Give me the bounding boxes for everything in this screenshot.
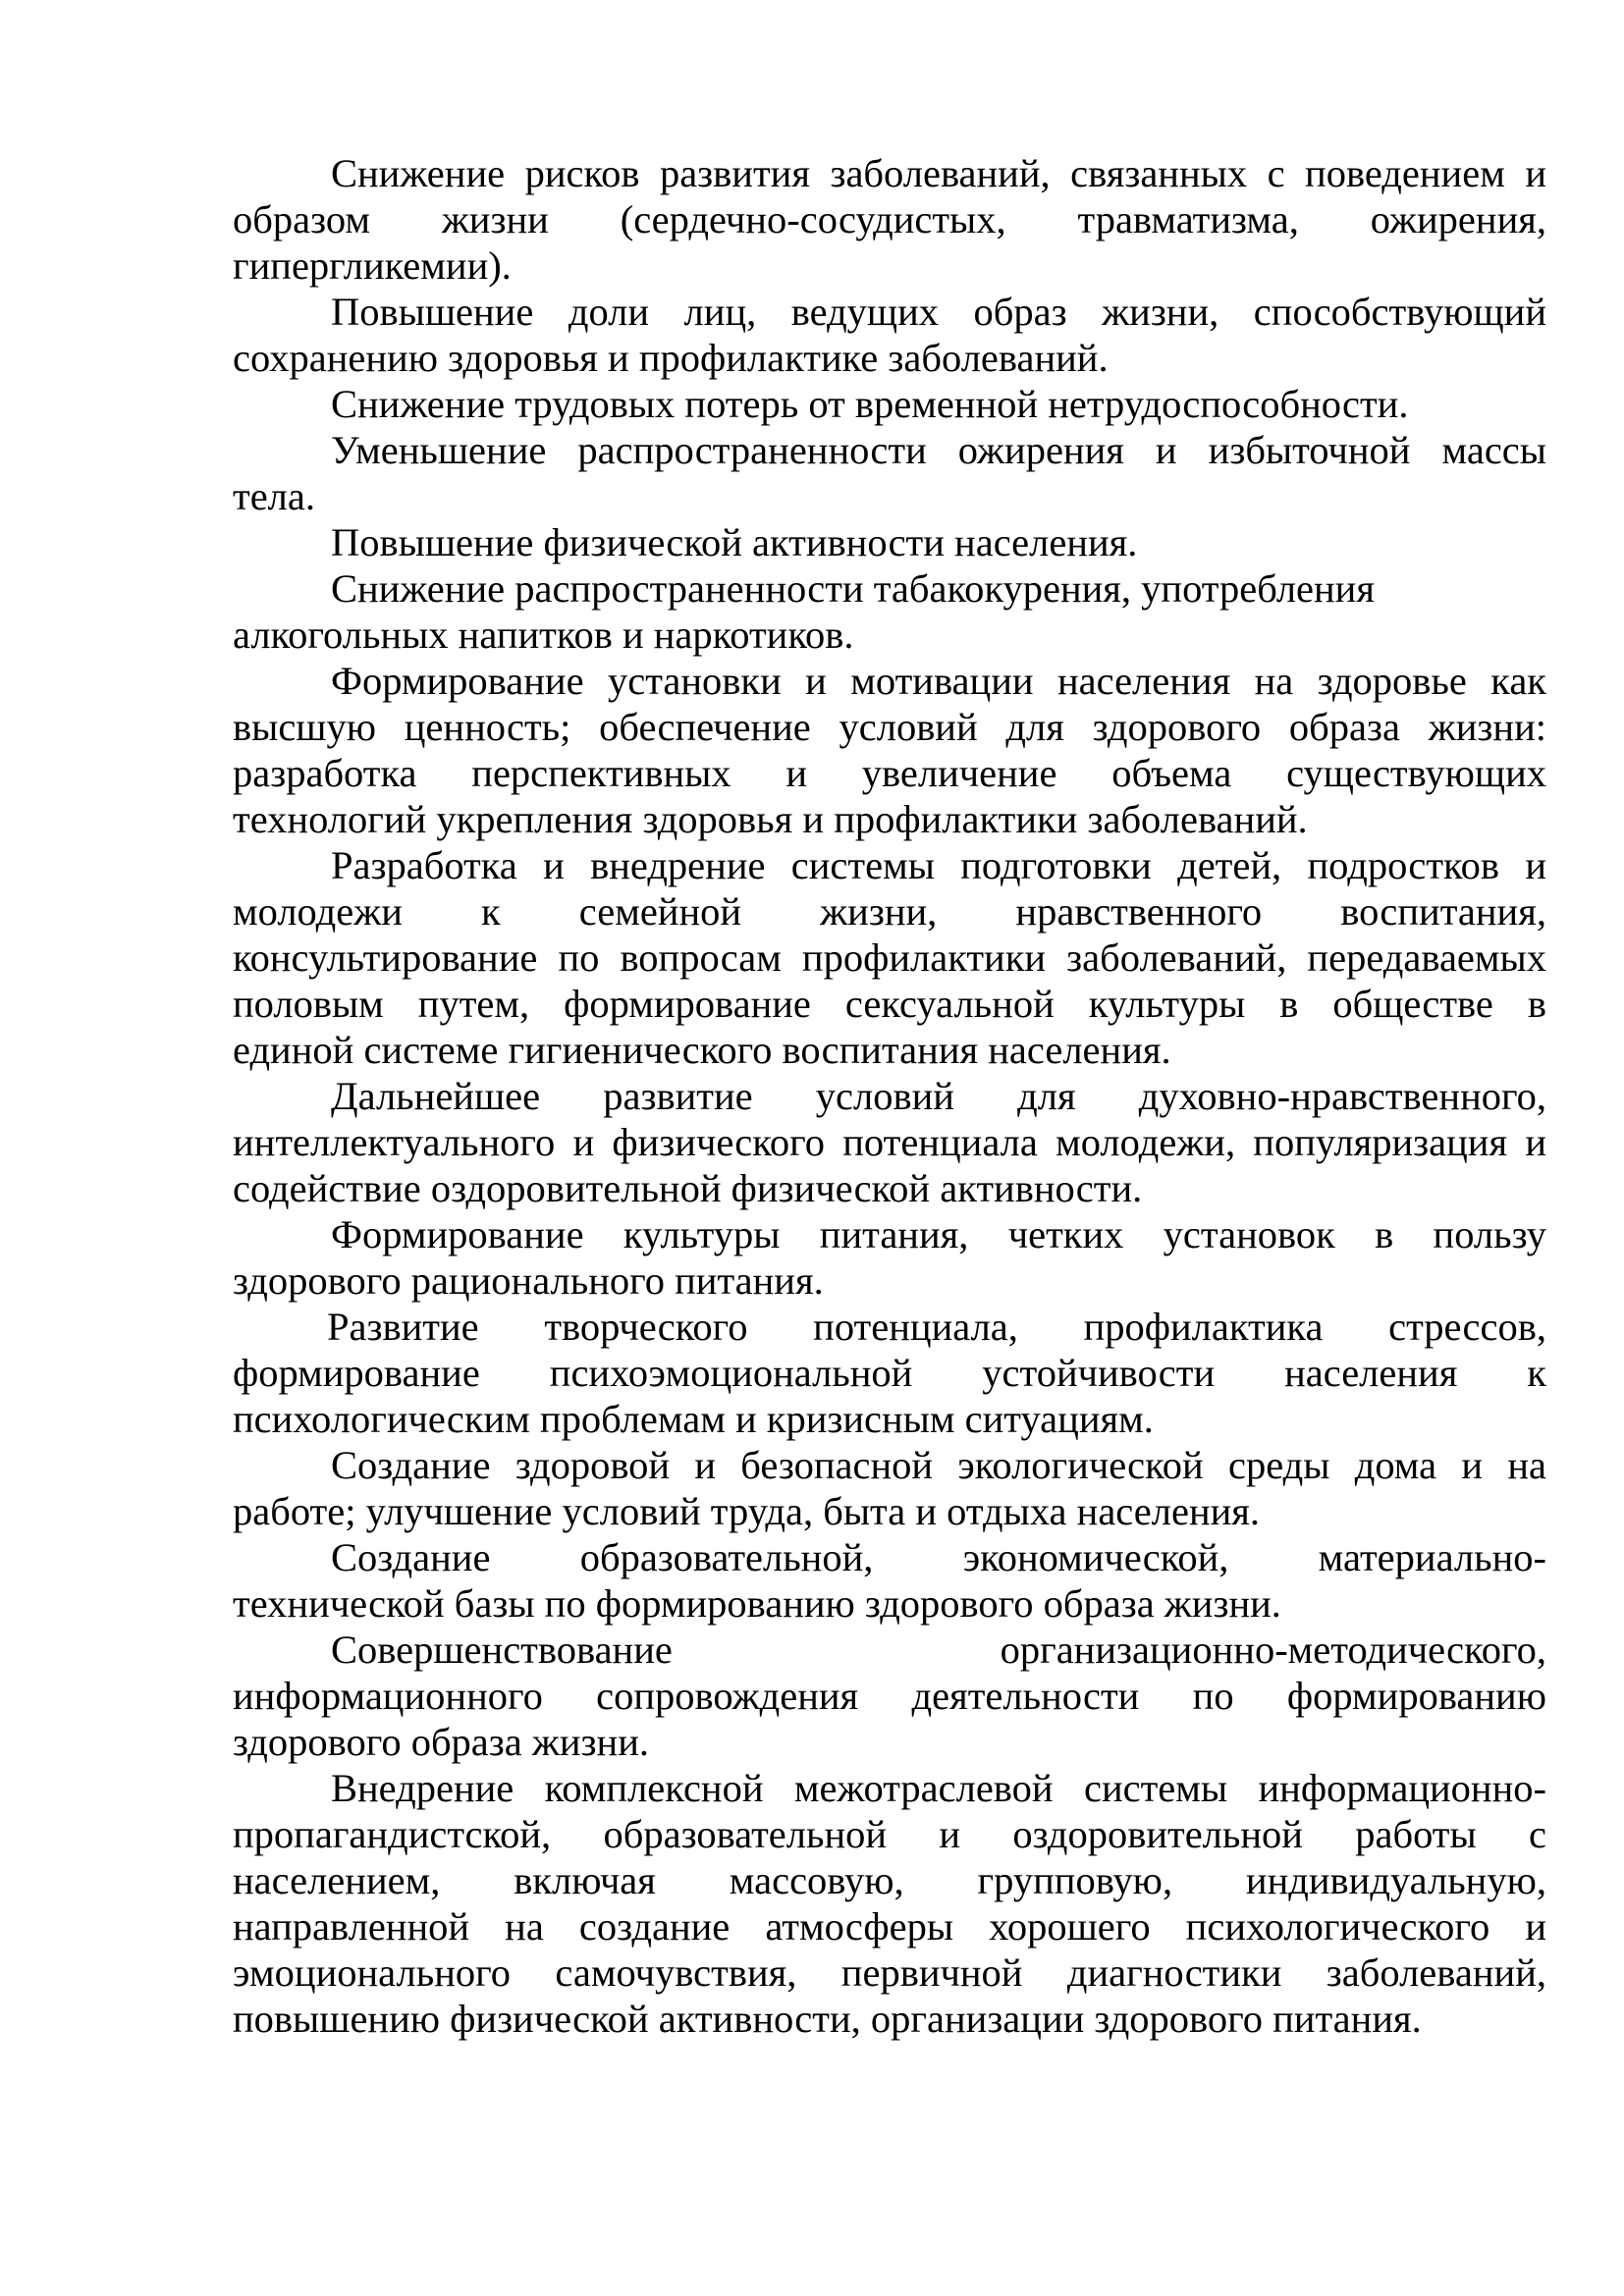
paragraph-line: Формирование установки и мотивации населения на здоровье как (331, 659, 1546, 703)
document-body (233, 150, 1546, 2042)
paragraph-line: здорового образа жизни. (233, 1720, 650, 1764)
paragraph-line: Повышение физической активности населения. (331, 520, 1138, 564)
paragraph (233, 565, 1546, 658)
paragraph-line: единой системе гигиенического воспитания населения. (233, 1028, 1171, 1072)
paragraph-line: Снижение трудовых потерь от временной нетрудоспособности. (331, 382, 1409, 426)
paragraph-line: Создание здоровой и безопасной экологической среды дома и на (331, 1443, 1546, 1487)
paragraph (233, 381, 1546, 427)
paragraph-line: Повышение доли лиц, ведущих образ жизни, способствующий (331, 290, 1546, 334)
paragraph-line: сохранению здоровья и профилактике заболеваний. (233, 336, 1109, 380)
paragraph-line: Уменьшение распространенности ожирения и избыточной массы (331, 428, 1546, 472)
paragraph-line: Снижение рисков развития заболеваний, связанных с поведением и (331, 151, 1546, 195)
paragraph (233, 150, 1546, 289)
paragraph-line: психологическим проблемам и кризисным ситуациям. (233, 1397, 1154, 1441)
paragraph (233, 1534, 1546, 1627)
paragraph-line: разработка перспективных и увеличение объема существующих (233, 751, 1546, 795)
paragraph-line: технологий укрепления здоровья и профилактики заболеваний. (233, 797, 1308, 841)
paragraph-line: технической базы по формированию здорового образа жизни. (233, 1581, 1281, 1626)
paragraph (233, 1211, 1546, 1304)
paragraph-line: Снижение распространенности табакокурения, употребления (331, 566, 1375, 611)
paragraph-line: образом жизни (сердечно-сосудистых, травматизма, ожирения, (233, 197, 1546, 241)
paragraph (233, 289, 1546, 381)
paragraph-line: консультирование по вопросам профилактики заболеваний, передаваемых (233, 935, 1546, 980)
paragraph-line: половым путем, формирование сексуальной культуры в обществе в (233, 982, 1546, 1026)
paragraph-line: населением, включая массовую, групповую, индивидуальную, (233, 1858, 1546, 1902)
paragraph-line: формирование психоэмоциональной устойчивости населения к (233, 1351, 1546, 1395)
paragraph-line: Разработка и внедрение системы подготовки детей, подростков и (331, 843, 1546, 887)
paragraph (233, 427, 1546, 519)
paragraph-line: высшую ценность; обеспечение условий для здорового образа жизни: (233, 705, 1546, 749)
paragraph (233, 658, 1546, 842)
paragraph-line: пропагандистской, образовательной и оздоровительной работы с (233, 1812, 1546, 1856)
paragraph (233, 1073, 1546, 1211)
paragraph-line: Дальнейшее развитие условий для духовно-нравственного, (331, 1074, 1546, 1118)
paragraph-line: информационного сопровождения деятельности по формированию (233, 1674, 1546, 1718)
paragraph-line: молодежи к семейной жизни, нравственного воспитания, (233, 889, 1546, 934)
paragraph-line: Развитие творческого потенциала, профилактика стрессов, (327, 1305, 1546, 1349)
paragraph-line: тела. (233, 474, 315, 518)
paragraph-line: направленной на создание атмосферы хорошего психологического и (233, 1904, 1546, 1949)
paragraph-line: Формирование культуры питания, четких установок в пользу (331, 1212, 1546, 1256)
paragraph-line: работе; улучшение условий труда, быта и отдыха населения. (233, 1489, 1261, 1533)
paragraph-line: здорового рационального питания. (233, 1258, 824, 1303)
paragraph (233, 1442, 1546, 1534)
paragraph-line: содействие оздоровительной физической активности. (233, 1166, 1143, 1210)
paragraph-line: Внедрение комплексной межотраслевой системы информационно- (331, 1766, 1546, 1810)
paragraph-line: алкогольных напитков и наркотиков. (233, 613, 854, 657)
paragraph-line: гипергликемии). (233, 243, 512, 288)
paragraph (233, 519, 1546, 565)
paragraph (233, 842, 1546, 1073)
paragraph (233, 1304, 1546, 1442)
paragraph (233, 1627, 1546, 1765)
paragraph-line: повышению физической активности, организации здорового питания. (233, 1997, 1422, 2041)
paragraph-line: интеллектуального и физического потенциала молодежи, популяризация и (233, 1120, 1546, 1164)
paragraph-line: Создание образовательной, экономической, материально- (331, 1535, 1546, 1579)
paragraph (233, 1765, 1546, 2042)
paragraph-line: эмоционального самочувствия, первичной диагностики заболеваний, (233, 1950, 1546, 1995)
paragraph-line: Совершенствование организационно-методического, (331, 1628, 1546, 1672)
